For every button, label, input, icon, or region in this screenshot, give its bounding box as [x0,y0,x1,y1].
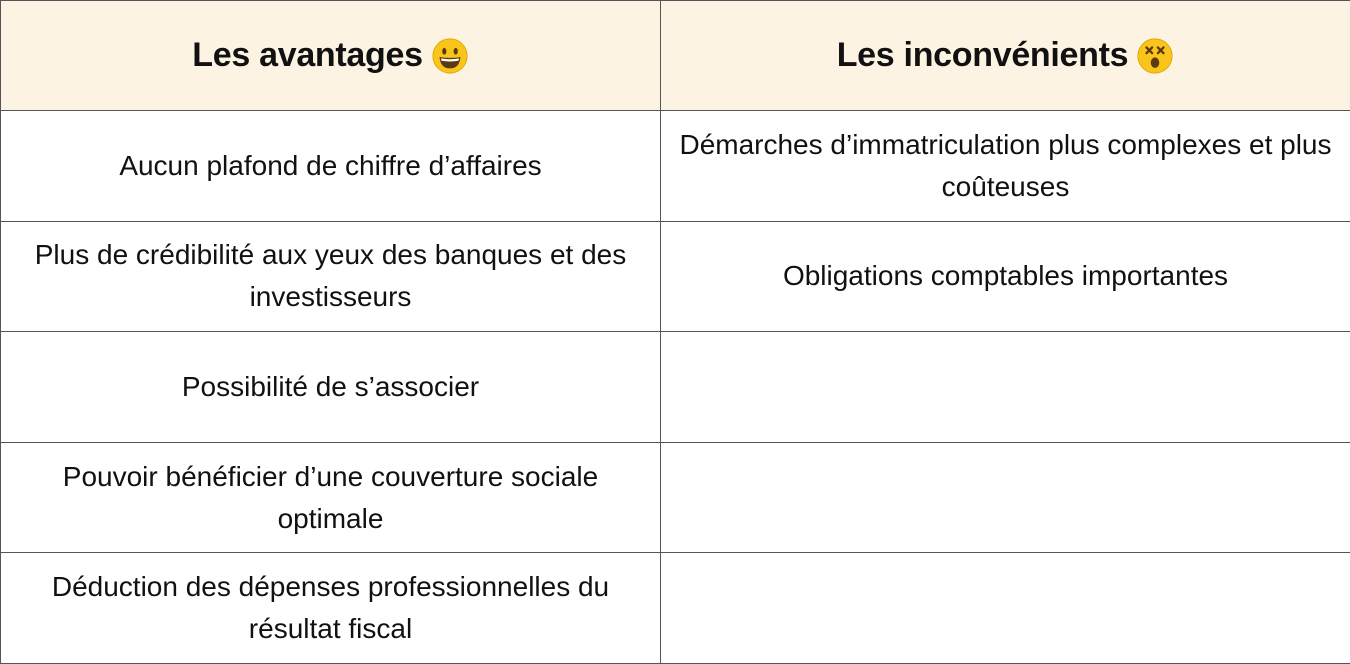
advantage-cell: Pouvoir bénéficier d’une couverture sociale optimale [1,442,661,553]
table-row [1,111,1350,222]
table-row [1,221,1350,332]
disadvantage-cell: Obligations comptables importantes [661,221,1350,332]
table-header-row [1,1,1350,111]
advantage-cell: Déduction des dépenses professionnelles du résultat fiscal [1,553,661,664]
disadvantage-cell [661,553,1350,664]
grinning-face-emoji-icon [431,37,469,75]
table-row [1,553,1350,664]
header-disadvantages-label: Les inconvénients [836,36,1129,74]
advantage-cell: Aucun plafond de chiffre d’affaires [1,111,661,222]
advantage-cell: Plus de crédibilité aux yeux des banques et des investisseurs [1,221,661,332]
header-disadvantages [661,1,1350,111]
astonished-face-emoji-icon [1136,37,1174,75]
header-advantages-label: Les avantages [192,36,423,74]
header-advantages [1,1,661,111]
table-row [1,442,1350,553]
advantage-cell: Possibilité de s’associer [1,332,661,443]
disadvantage-cell [661,332,1350,443]
disadvantage-cell: Démarches d’immatriculation plus complexes et plus coûteuses [661,111,1350,222]
table-row [1,332,1350,443]
disadvantage-cell [661,442,1350,553]
